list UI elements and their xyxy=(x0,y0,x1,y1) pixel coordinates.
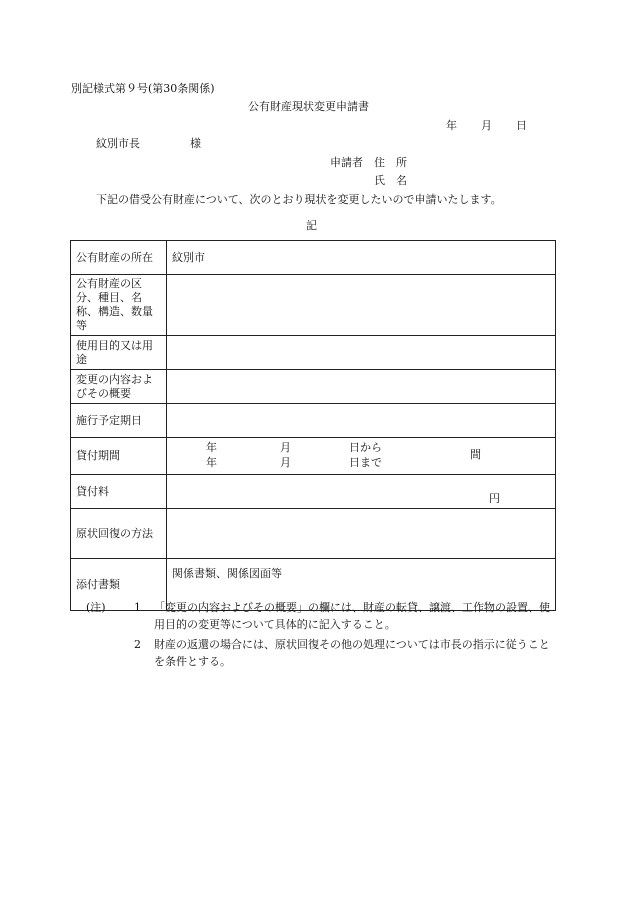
location-label: 公有財産の所在 xyxy=(71,241,167,275)
period-span: 間 xyxy=(470,448,481,461)
application-table xyxy=(70,240,556,611)
date-year: 年 xyxy=(446,119,457,132)
lease-fee-value xyxy=(167,475,556,509)
period-from-year: 年 xyxy=(206,441,217,454)
period-from-month: 月 xyxy=(280,441,291,454)
ki-heading: 記 xyxy=(306,219,317,232)
period-to-day: 日まで xyxy=(349,456,382,469)
period-to-year: 年 xyxy=(206,456,217,469)
table-row xyxy=(71,241,556,275)
list-item xyxy=(86,636,556,670)
change-content-label: 変更の内容およびその概要 xyxy=(71,370,167,404)
form-id: 別記様式第９号(第30条関係) xyxy=(71,82,215,95)
notes xyxy=(86,599,556,670)
date-day: 日 xyxy=(516,119,527,132)
date-month: 月 xyxy=(481,119,492,132)
note-number: 1 xyxy=(134,601,141,614)
table-row xyxy=(71,404,556,438)
purpose-label: 使用目的又は用途 xyxy=(71,336,167,370)
change-content-value xyxy=(167,370,556,404)
intro-text: 下記の借受公有財産について、次のとおり現状を変更したいので申請いたします。 xyxy=(96,193,502,206)
lease-fee-label: 貸付料 xyxy=(71,475,167,509)
note-text: 「変更の内容およびその概要」の欄には、財産の転貸、譲渡、工作物の設置、使用目的の変更等について具体的に記入すること。 xyxy=(154,601,550,631)
honorific: 様 xyxy=(190,137,201,150)
category-label: 公有財産の区分、種目、名称、構造、数量等 xyxy=(71,275,167,336)
note-text: 財産の返還の場合には、原状回復その他の処理については市長の指示に従うことを条件とする。 xyxy=(154,638,550,668)
notes-head: (注) xyxy=(86,601,106,614)
period-from-day: 日から xyxy=(349,441,382,454)
scheduled-date-value xyxy=(167,404,556,438)
address-label: 住 所 xyxy=(374,156,407,169)
attachments-value: 関係書類、関係図面等 xyxy=(167,559,556,611)
table-row xyxy=(71,336,556,370)
name-label: 氏 名 xyxy=(374,174,407,187)
restoration-value xyxy=(167,509,556,559)
lease-period-label: 貸付期間 xyxy=(71,438,167,475)
fee-unit: 円 xyxy=(489,491,500,505)
table-row xyxy=(71,370,556,404)
lease-period-value xyxy=(167,438,556,475)
purpose-value xyxy=(167,336,556,370)
document-title: 公有財産現状変更申請書 xyxy=(248,100,369,113)
period-to-month: 月 xyxy=(280,456,291,469)
applicant-label: 申請者 xyxy=(330,156,363,169)
table-row xyxy=(71,475,556,509)
category-value xyxy=(167,275,556,336)
table-row xyxy=(71,509,556,559)
scheduled-date-label: 施行予定期日 xyxy=(71,404,167,438)
note-number: 2 xyxy=(134,638,141,651)
list-item xyxy=(86,599,556,633)
addressee: 紋別市長 xyxy=(96,137,140,150)
attachments-label: 添付書類 xyxy=(71,559,167,611)
table-row xyxy=(71,275,556,336)
location-value: 紋別市 xyxy=(167,241,556,275)
restoration-label: 原状回復の方法 xyxy=(71,509,167,559)
table-row xyxy=(71,438,556,475)
